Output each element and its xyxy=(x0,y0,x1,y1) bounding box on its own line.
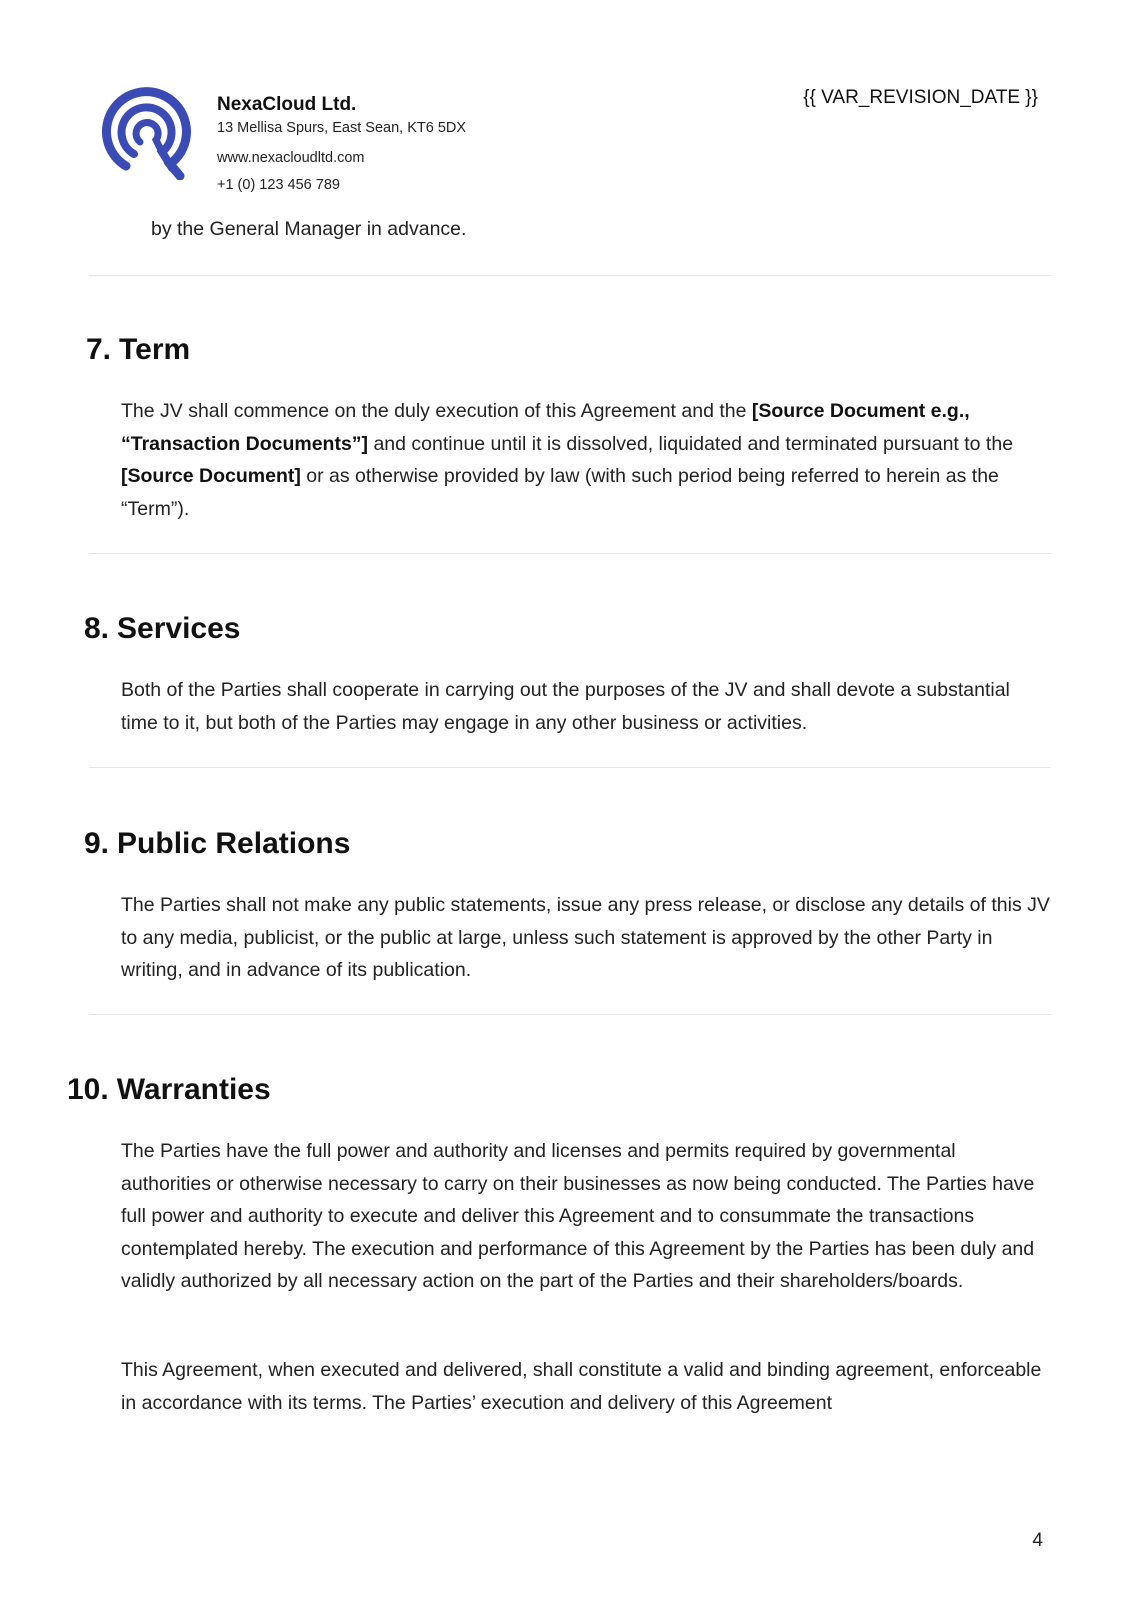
section-title: Services xyxy=(117,612,241,645)
section-heading-term xyxy=(86,333,190,367)
section-paragraph: The JV shall commence on the duly execution of this Agreement and the [Source Document e.g., “Transaction Documents”] and continue until it is dissolved, liquidated and terminated pursuant to the [Source Document] or as otherwise provided by law (with such period being referred to herein as the “Term”). xyxy=(121,400,1014,520)
section-heading-public-relations xyxy=(84,827,350,861)
company-website[interactable]: www.nexacloudltd.com xyxy=(217,150,365,166)
section-paragraph: The Parties shall not make any public statements, issue any press release, or disclose any details of this JV to any media, publicist, or the public at large, unless such statement is approved by the other Party in writing, and in advance of its publication. xyxy=(121,894,1050,981)
section-paragraph: Both of the Parties shall cooperate in carrying out the purposes of the JV and shall devote a substantial time to it, but both of the Parties may engage in any other business or activities. xyxy=(121,679,1010,734)
company-logo xyxy=(98,78,192,180)
section-title: Term xyxy=(119,333,191,366)
revision-date: {{ VAR_REVISION_DATE }} xyxy=(803,87,1038,108)
section-title: Public Relations xyxy=(117,827,351,860)
section-paragraph: This Agreement, when executed and delivered, shall constitute a valid and binding agreement, enforceable in accordance with its terms. The Parties’ execution and delivery of this Agreement xyxy=(121,1359,1042,1414)
section-heading-services xyxy=(84,612,240,646)
section-number: 9. xyxy=(84,827,110,860)
divider xyxy=(89,275,1051,276)
section-paragraph: The Parties have the full power and authority and licenses and permits required by governmental authorities or otherwise necessary to carry on their businesses as now being conducted. The Parties have full power and authority to execute and deliver this Agreement and to consummate the transactions contemplated hereby. The execution and performance of this Agreement by the Parties has been duly and validly authorized by all necessary action on the part of the Parties and their shareholders/boards. xyxy=(121,1140,1035,1292)
section-heading-warranties xyxy=(67,1073,271,1107)
section-title: Warranties xyxy=(116,1073,271,1106)
section-number: 10. xyxy=(67,1073,109,1106)
divider xyxy=(89,553,1051,554)
company-phone: +1 (0) 123 456 789 xyxy=(217,177,340,193)
placeholder-source-document: [Source Document] xyxy=(121,465,301,487)
carryover-text: by the General Manager in advance. xyxy=(151,218,467,240)
section-number: 8. xyxy=(84,612,110,645)
placeholder-source-document: [Source Document e.g., “Transaction Documents”] xyxy=(121,400,970,455)
company-name: NexaCloud Ltd. xyxy=(217,94,357,115)
page-number: 4 xyxy=(1032,1530,1043,1551)
section-number: 7. xyxy=(86,333,112,366)
divider xyxy=(89,1014,1051,1015)
divider xyxy=(89,767,1051,768)
company-address: 13 Mellisa Spurs, East Sean, KT6 5DX xyxy=(217,120,467,136)
